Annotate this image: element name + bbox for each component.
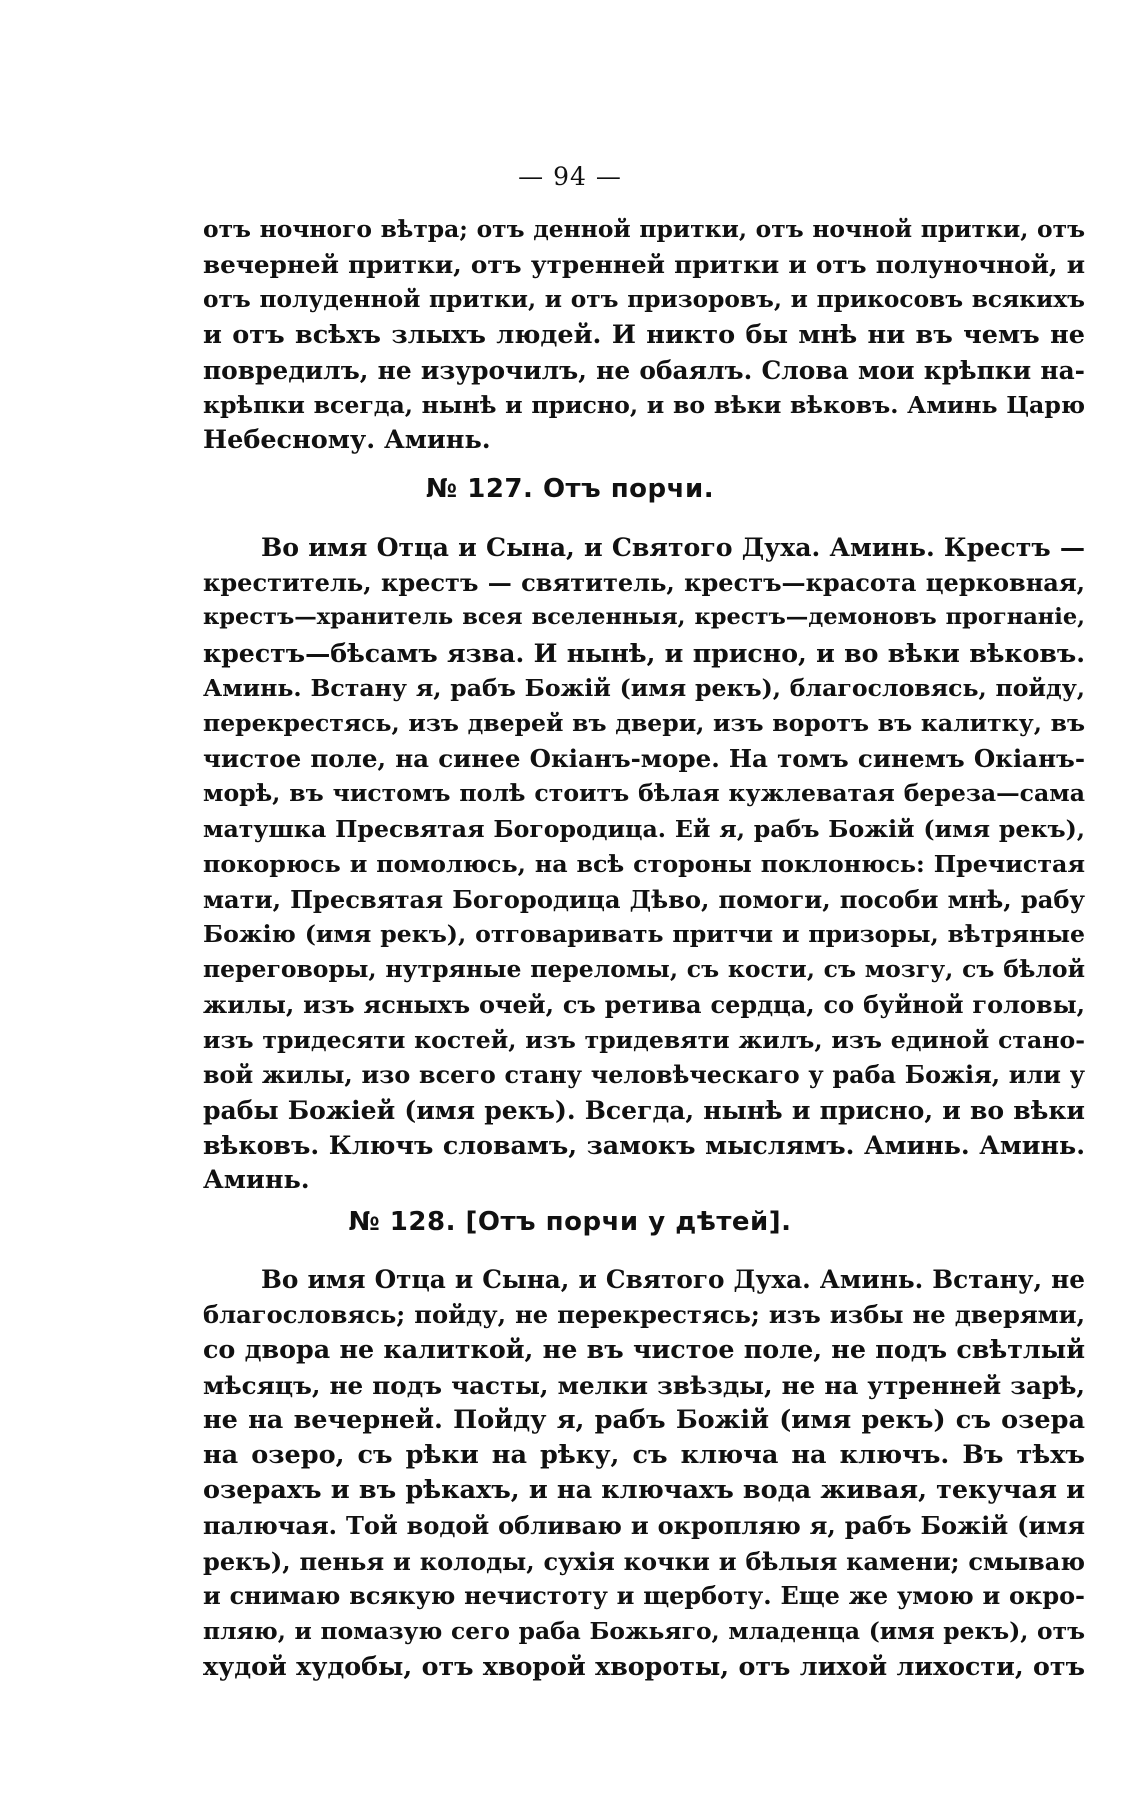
text-line: Божію (имя рекъ), отговаривать притчи и призоры, вѣтряные: [203, 920, 1085, 949]
text-line: Небесному. Аминь.: [203, 425, 491, 456]
paragraph-127: [203, 530, 1085, 1199]
section-heading-127: № 127. Отъ порчи.: [425, 474, 715, 504]
text-line: жилы, изъ ясныхъ очей, съ ретива сердца, со буйной головы,: [203, 990, 1085, 1020]
text-line: мѣсяцъ, не подъ часты, мелки звѣзды, не на утренней зарѣ,: [203, 1370, 1085, 1400]
text-line: со двора не калиткой, не въ чистое поле, не подъ свѣтлый: [203, 1334, 1085, 1365]
page-number: — 94 —: [518, 162, 622, 191]
text-line: перекрестясь, изъ дверей въ двери, изъ воротъ въ калитку, въ: [203, 708, 1085, 737]
text-line: покорюсь и помолюсь, на всѣ стороны поклонюсь: Пречистая: [203, 849, 1085, 878]
text-line: пляю, и помазую сего раба Божьяго, младенца (имя рекъ), отъ: [203, 1616, 1085, 1645]
text-line: Аминь.: [203, 1165, 310, 1196]
text-line: крестъ—бѣсамъ язва. И нынѣ, и присно, и во вѣки вѣковъ.: [203, 637, 1085, 668]
text-line: морѣ, въ чистомъ полѣ стоитъ бѣлая кужлеватая береза—сама: [203, 779, 1085, 808]
section-heading-128: № 128. [Отъ порчи у дѣтей].: [348, 1207, 792, 1237]
text-line: палючая. Той водой обливаю и окропляю я, рабъ Божій (имя: [203, 1511, 1085, 1541]
text-line: переговоры, нутряные переломы, съ кости, съ мозгу, съ бѣлой: [203, 955, 1085, 984]
continuation-paragraph: [203, 212, 1085, 458]
text-line: Во имя Отца и Сына, и Святого Духа. Аминь. Крестъ —: [261, 532, 1085, 562]
paragraph-128: [203, 1262, 1085, 1684]
text-line: рекъ), пенья и колоды, сухія кочки и бѣлыя камени; смываю: [203, 1546, 1085, 1576]
text-line: худой худобы, отъ хворой хвороты, отъ лихой лихости, отъ: [203, 1651, 1085, 1682]
text-line: вѣковъ. Ключъ словамъ, замокъ мыслямъ. Аминь. Аминь.: [203, 1130, 1085, 1161]
text-line: изъ тридесяти костей, изъ тридевяти жилъ, изъ единой стано-: [203, 1025, 1085, 1054]
text-line: Аминь. Встану я, рабъ Божій (имя рекъ), благословясь, пойду,: [203, 673, 1085, 702]
text-line: благословясь; пойду, не перекрестясь; изъ избы не дверями,: [203, 1300, 1085, 1330]
text-line: мати, Пресвятая Богородица Дѣво, помоги, пособи мнѣ, рабу: [203, 884, 1085, 914]
text-line: чистое поле, на синее Окіанъ-море. На томъ синемъ Окіанъ-: [203, 744, 1085, 774]
text-line: крестъ—хранитель всея вселенныя, крестъ—демоновъ прогнаніе,: [203, 604, 1085, 631]
text-line: матушка Пресвятая Богородица. Ей я, рабъ Божій (имя рекъ),: [203, 814, 1085, 843]
text-line: отъ ночного вѣтра; отъ денной притки, отъ ночной притки, отъ: [203, 215, 1085, 243]
text-line: креститель, крестъ — святитель, крестъ—красота церковная,: [203, 568, 1085, 598]
text-line: не на вечерней. Пойду я, рабъ Божій (имя рекъ) съ озера: [203, 1404, 1085, 1435]
text-line: и снимаю всякую нечистоту и щерботу. Еще же умою и окро-: [203, 1581, 1085, 1610]
text-line: Во имя Отца и Сына, и Святого Духа. Аминь. Встану, не: [261, 1265, 1085, 1294]
text-line: и отъ всѣхъ злыхъ людей. И никто бы мнѣ ни въ чемъ не: [203, 319, 1085, 350]
text-line: крѣпки всегда, нынѣ и присно, и во вѣки вѣковъ. Аминь Царю: [203, 390, 1085, 419]
text-line: повредилъ, не изурочилъ, не обаялъ. Слова мои крѣпки на-: [203, 355, 1085, 385]
text-line: вой жилы, изо всего стану человѣческаго у раба Божія, или у: [203, 1060, 1085, 1089]
text-line: отъ полуденной притки, и отъ призоровъ, и прикосовъ всякихъ: [203, 286, 1085, 314]
text-line: рабы Божіей (имя рекъ). Всегда, нынѣ и присно, и во вѣки: [203, 1095, 1085, 1125]
text-line: озерахъ и въ рѣкахъ, и на ключахъ вода живая, текучая и: [203, 1475, 1085, 1506]
text-line: вечерней притки, отъ утренней притки и отъ полуночной, и: [203, 250, 1085, 280]
text-line: на озеро, съ рѣки на рѣку, съ ключа на ключъ. Въ тѣхъ: [203, 1439, 1085, 1470]
